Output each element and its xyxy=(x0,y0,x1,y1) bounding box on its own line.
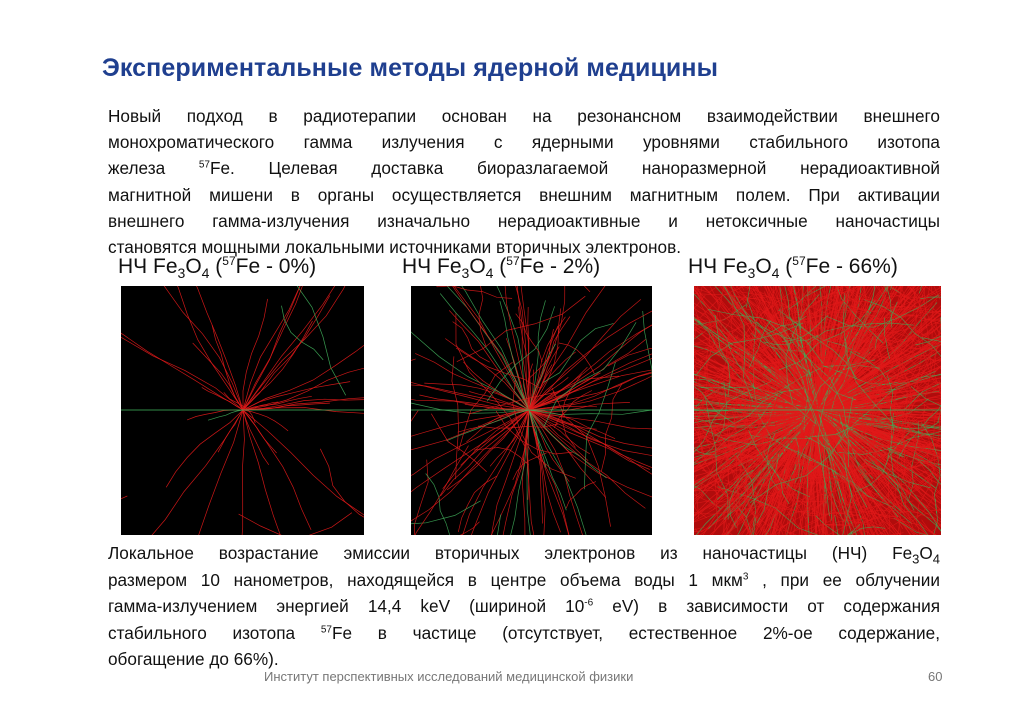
intro-line: монохроматического гамма излучения с ядерными уровнями стабильного изотопа xyxy=(108,132,940,153)
intro-paragraph xyxy=(108,103,940,260)
intro-line: железа $^{57}$Fe. Целевая доставка биоразлагаемой наноразмерной нерадиоактивной xyxy=(108,158,940,179)
figure-caption xyxy=(108,540,940,673)
electron-tracks-image-0pct xyxy=(121,286,364,535)
caption-line: стабильного изотопа $^{57}$Fe в частице (отсутствует, естественное 2%-ое содержание, xyxy=(108,622,940,643)
electron-tracks-image-66pct xyxy=(694,286,941,535)
page-number: 60 xyxy=(928,669,943,684)
caption-line: обогащение до 66%). xyxy=(108,649,279,669)
panel-title-2pct: НЧ $Fe_3O_4$ ($^{57}$Fe - 2%) xyxy=(402,254,601,282)
intro-line: Новый подход в радиотерапии основан на резонансном взаимодействии внешнего xyxy=(108,106,940,126)
intro-line: становятся мощными локальными источниками вторичных электронов. xyxy=(108,237,682,258)
intro-line: внешнего гамма-излучения изначально нерадиоактивные и нетоксичные наночастицы xyxy=(108,210,940,231)
intro-line: магнитной мишени в органы осуществляется внешним магнитным полем. При активации xyxy=(108,184,940,205)
caption-line: Локальное возрастание эмиссии вторичных электронов из наночастицы (НЧ) $Fe_3O_4$ xyxy=(108,543,940,567)
footer-institute: Институт перспективных исследований медицинской физики xyxy=(264,669,634,684)
electron-tracks-image-2pct xyxy=(411,286,652,535)
panel-title-66pct: НЧ $Fe_3O_4$ ($^{57}$Fe - 66%) xyxy=(688,254,898,282)
caption-line: размером 10 нанометров, находящейся в центре объема воды 1 мкм$^3$ , при ее облучении xyxy=(108,569,940,590)
panel-title-0pct: НЧ $Fe_3O_4$ ($^{57}$Fe - 0%) xyxy=(118,254,317,282)
slide-title: Экспериментальные методы ядерной медицины xyxy=(102,54,719,82)
caption-line: гамма-излучением энергией 14,4 keV (шириной $10^{-6}$ eV) в зависимости от содержания xyxy=(108,596,940,616)
